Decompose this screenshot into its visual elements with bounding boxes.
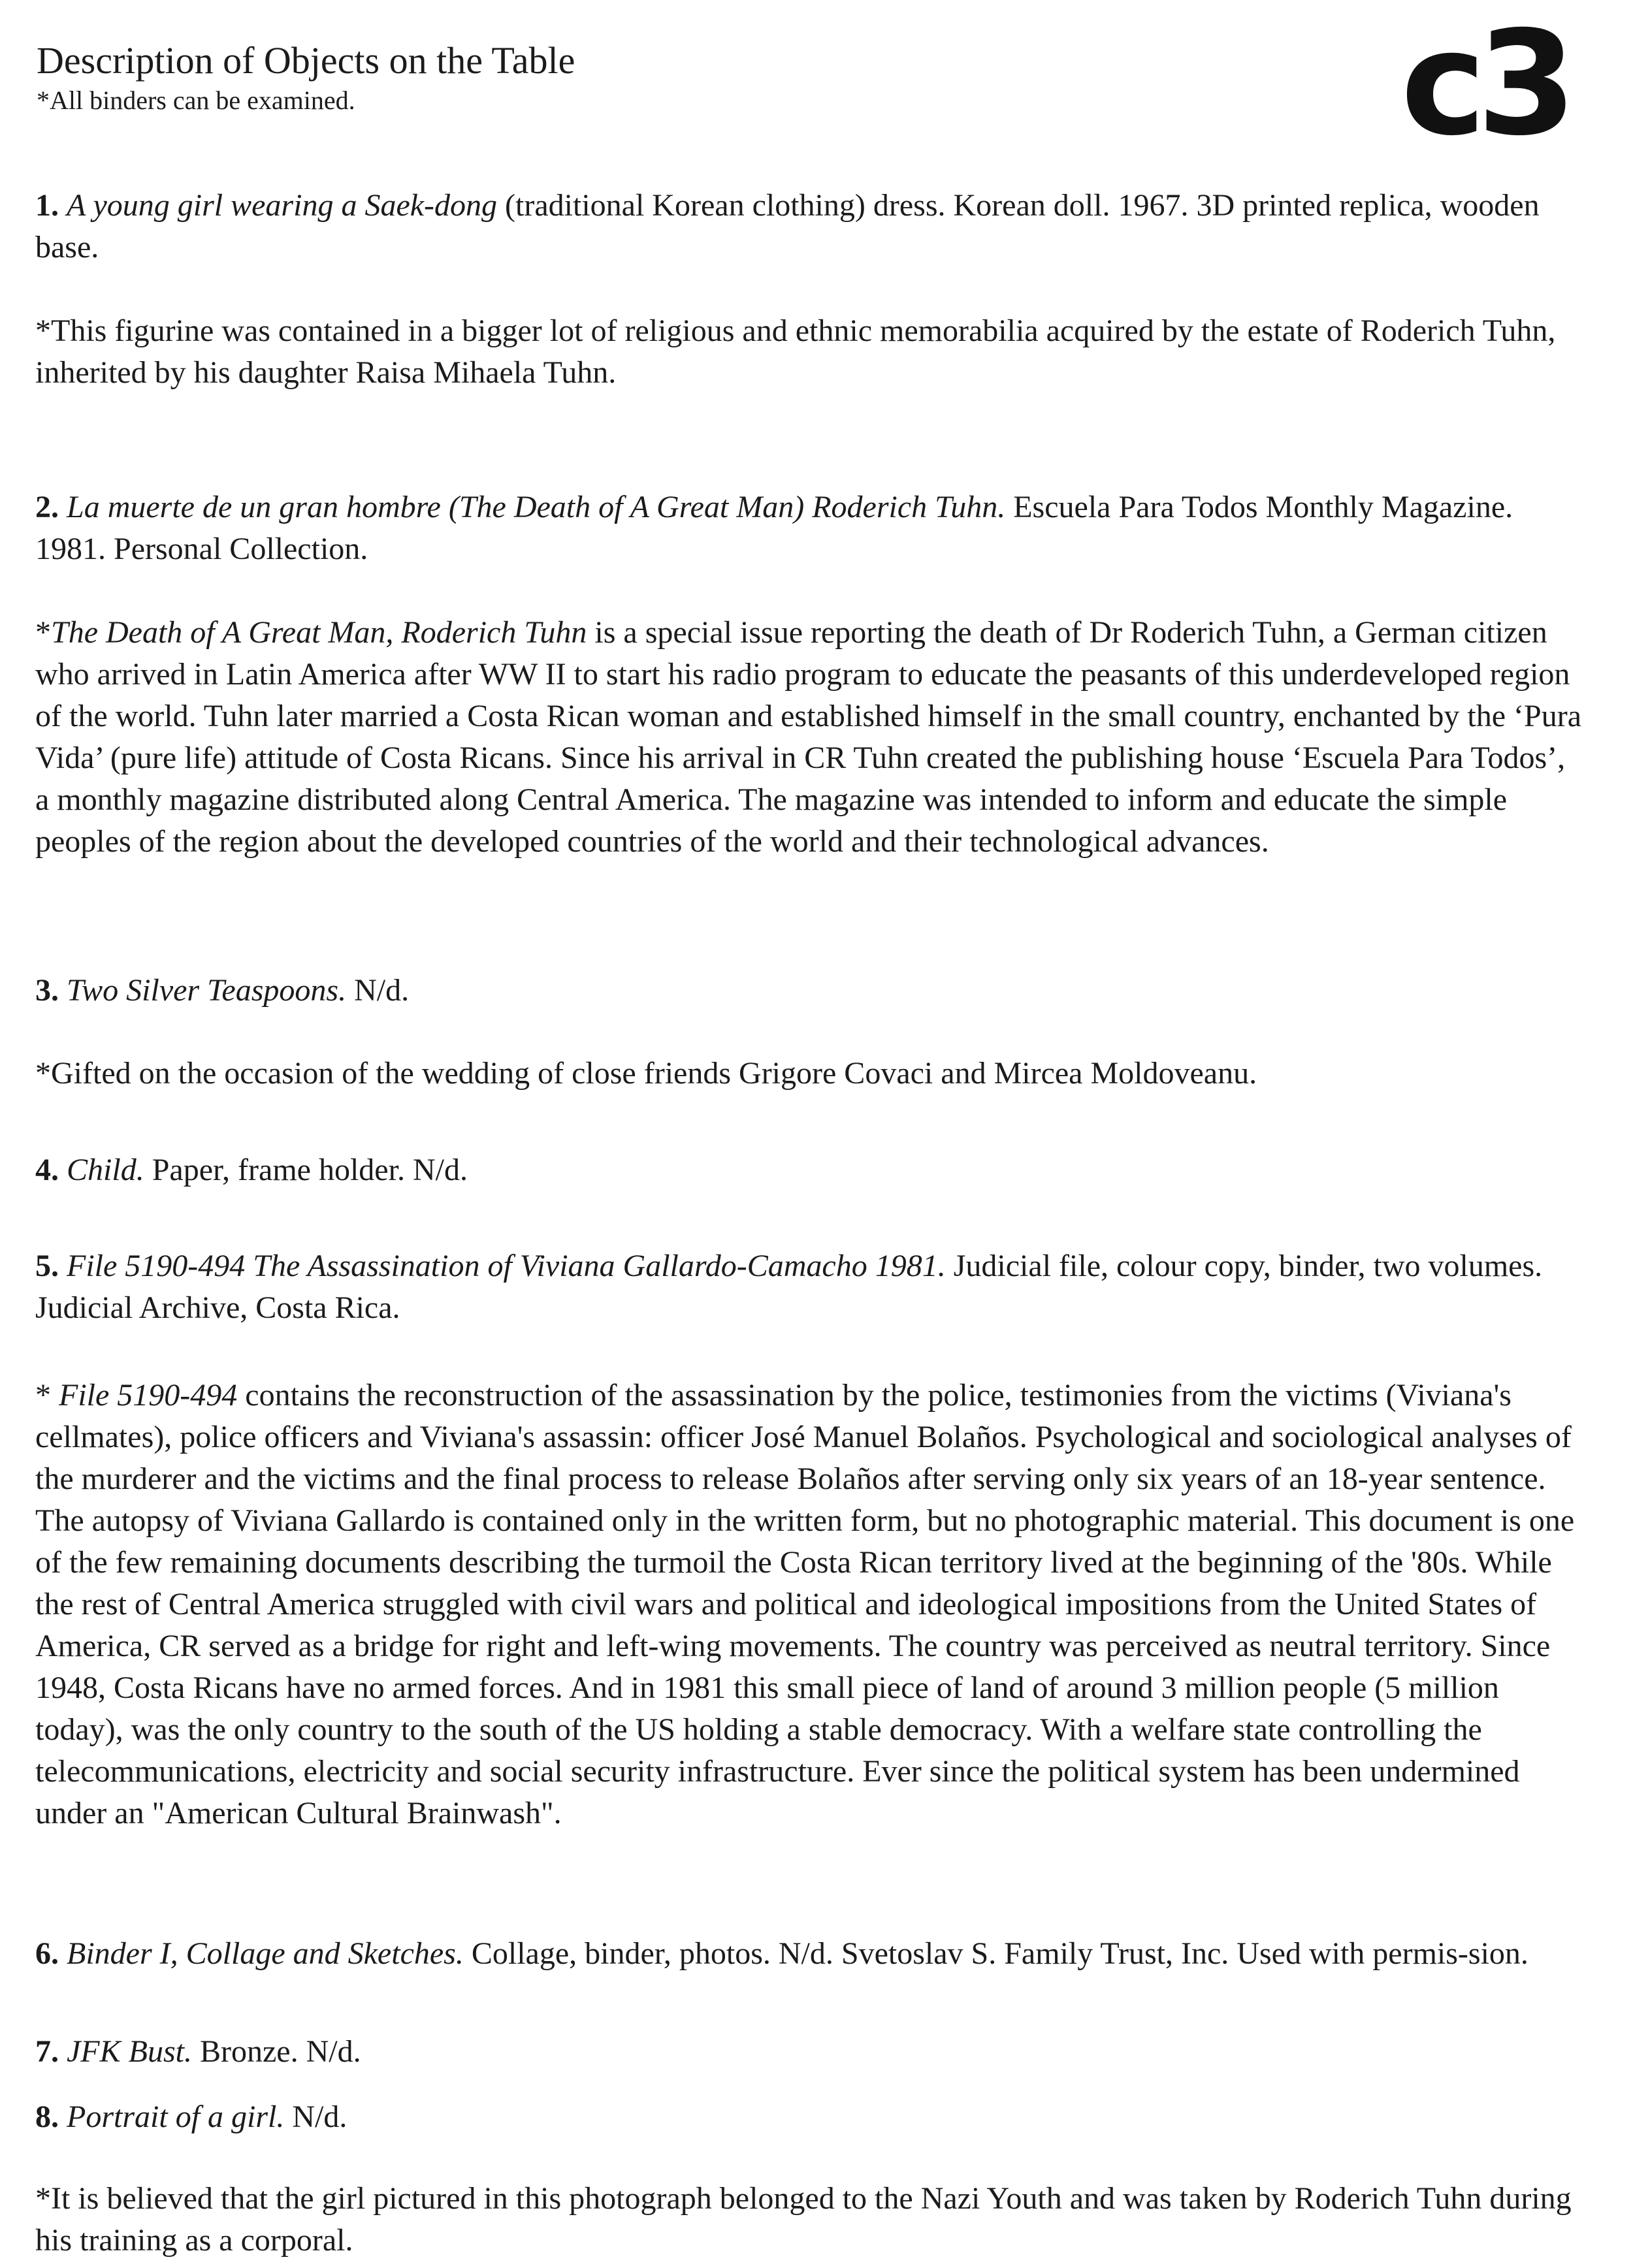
item-title: File 5190-494 The Assassination of Viviana Gallardo-Camacho 1981.	[67, 1249, 946, 1283]
item-title: Two Silver Teaspoons.	[67, 973, 347, 1008]
c3-logo: c3	[1400, 0, 1568, 167]
item-number: 6.	[35, 1936, 59, 1971]
item-details: Paper, frame holder. N/d.	[144, 1153, 468, 1187]
item-8-note: *It is believed that the girl pictured in this photograph belonged to the Nazi Youth and was taken by Roderich Tuhn during his training as a corporal.	[35, 2181, 1572, 2258]
note-text: contains the reconstruction of the assassination by the police, testimonies from the victims (Viviana's cellmates), police officers and Viviana's assassin: officer José Manuel Bolaños. Psychological and sociological analyses of the murderer and the victims and the final process to release Bolaños after serving only six years of an 18-year sentence. The autopsy of Viviana Gallardo is contained only in the written form, but no photographic material. This document is one of the few remaining documents describing the turmoil the Costa Rican territory lived at the beginning of the '80s. While the rest of Central America struggled with civil wars and political and ideological impositions from the United States of America, CR served as a bridge for right and left-wing movements. The country was perceived as neutral territory. Since 1948, Costa Ricans have no armed forces. And in 1981 this small piece of land of around 3 million people (5 million today), was the only country to the south of the US holding a stable democracy. With a welfare state controlling the telecommunications, electricity and social security infrastructure. Ever since the political system has been undermined under an "American Cultural Brainwash".	[35, 1378, 1575, 1830]
item-2-note	[35, 612, 1583, 863]
item-5	[35, 1245, 1583, 1329]
item-3	[35, 970, 1583, 1012]
item-1	[35, 185, 1583, 268]
item-4	[35, 1149, 1583, 1191]
item-5-note	[35, 1375, 1583, 1834]
item-details: Bronze. N/d.	[191, 2034, 361, 2069]
item-title: JFK Bust.	[67, 2034, 192, 2069]
item-number: 7.	[35, 2034, 59, 2069]
item-details: N/d.	[284, 2100, 348, 2134]
item-7	[35, 2031, 1583, 2073]
item-2	[35, 487, 1583, 570]
item-title: Binder I, Collage and Sketches.	[67, 1936, 464, 1971]
page-title: Description of Objects on the Table	[37, 39, 575, 82]
item-title: A young girl wearing a Saek-dong	[67, 188, 498, 223]
note-prefix: *	[35, 1378, 59, 1413]
item-number: 2.	[35, 490, 59, 524]
item-number: 5.	[35, 1249, 59, 1283]
item-details: (traditional Korean clothing) dress. Korean doll. 1967. 3D printed replica, wooden base.	[35, 188, 1540, 264]
item-title: La muerte de un gran hombre (The Death of A Great Man) Roderich Tuhn.	[67, 490, 1006, 524]
note-text: is a special issue reporting the death of Dr Roderich Tuhn, a German citizen who arrived in Latin America after WW II to start his radio program to educate the peasants of this underdeveloped region of the world. Tuhn later married a Costa Rican woman and established himself in the small country, enchanted by the ‘Pura Vida’ (pure life) attitude of Costa Ricans. Since his arrival in CR Tuhn created the publishing house ‘Escuela Para Todos’, a monthly magazine distributed along Central America. The magazine was intended to inform and educate the simple peoples of the region about the developed countries of the world and their technological advances.	[35, 615, 1581, 859]
item-details: Judicial file, colour copy, binder, two volumes. Judicial Archive, Costa Rica.	[35, 1249, 1543, 1325]
item-details: Collage, binder, photos. N/d. Svetoslav S. Family Trust, Inc. Used with permis-sion.	[463, 1936, 1528, 1971]
item-6	[35, 1933, 1583, 1975]
note-prefix: *	[35, 615, 51, 650]
page-subtitle: *All binders can be examined.	[37, 86, 355, 115]
item-1-note: *This figurine was contained in a bigger lot of religious and ethnic memorabilia acquired by the estate of Roderich Tuhn, inherited by his daughter Raisa Mihaela Tuhn.	[35, 313, 1556, 390]
item-number: 4.	[35, 1153, 59, 1187]
item-title: Portrait of a girl.	[67, 2100, 285, 2134]
item-number: 3.	[35, 973, 59, 1008]
item-3-note: *Gifted on the occasion of the wedding of close friends Grigore Covaci and Mircea Moldoveanu.	[35, 1056, 1257, 1091]
item-8	[35, 2096, 1583, 2138]
item-title: Child.	[67, 1153, 144, 1187]
item-number: 8.	[35, 2100, 59, 2134]
item-number: 1.	[35, 188, 59, 223]
item-details: Escuela Para Todos Monthly Magazine. 1981. Personal Collection.	[35, 490, 1513, 566]
note-italic: File 5190-494	[59, 1378, 238, 1413]
note-italic: The Death of A Great Man, Roderich Tuhn	[51, 615, 587, 650]
item-details: N/d.	[346, 973, 410, 1008]
